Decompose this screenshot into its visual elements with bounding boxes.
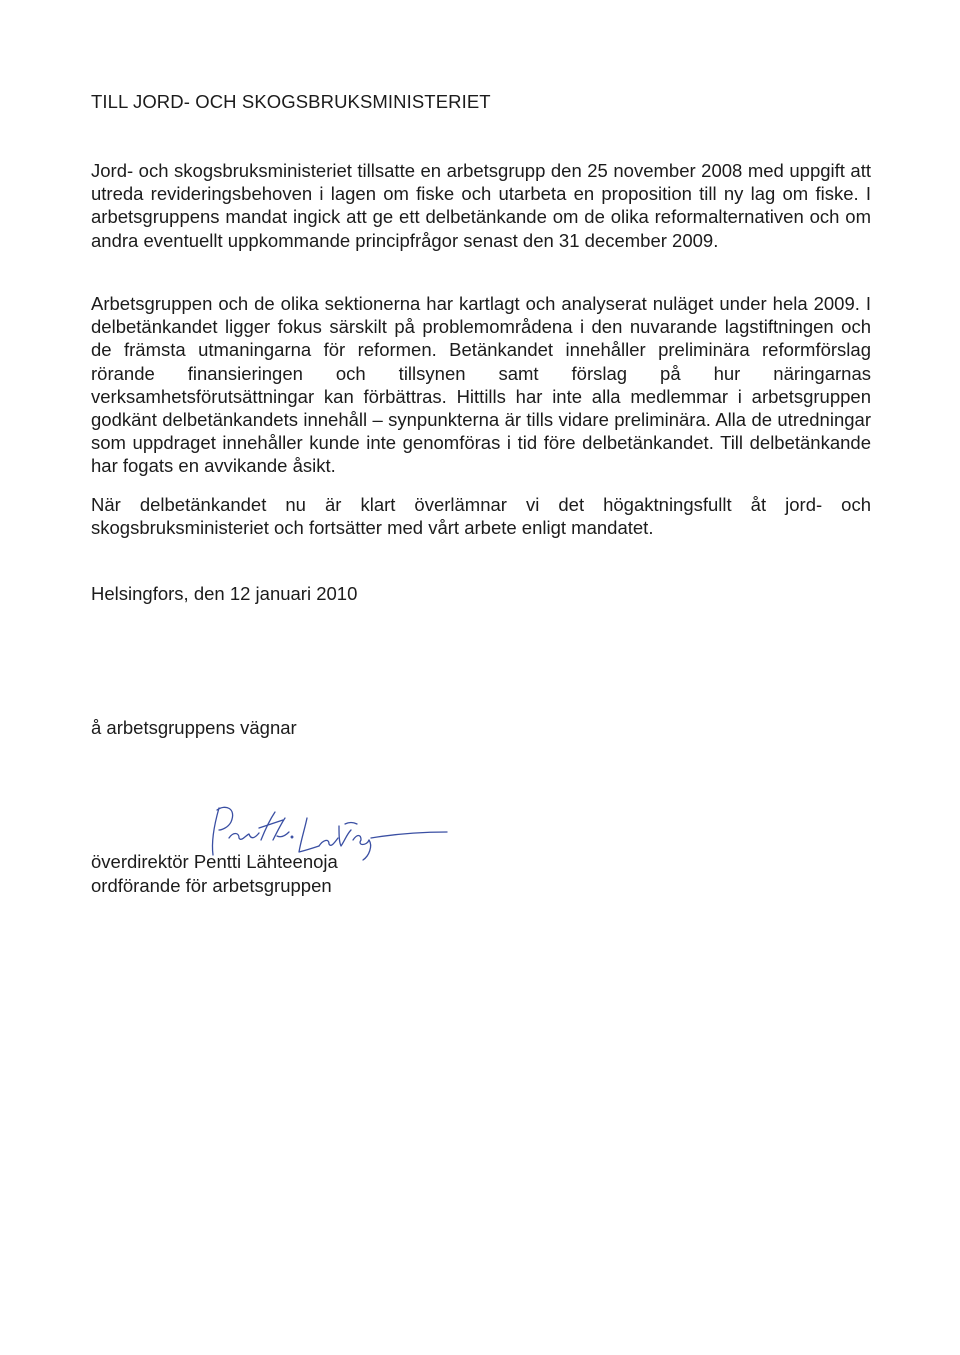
signatory-title: överdirektör Pentti Lähteenoja — [91, 851, 338, 872]
signatory-role: ordförande för arbetsgruppen — [91, 875, 332, 896]
document-heading: TILL JORD- OCH SKOGSBRUKSMINISTERIET — [91, 91, 491, 112]
paragraph-2: Arbetsgruppen och de olika sektionerna har kartlagt och analyserat nuläget under hela 2009. I delbetänkandet ligger fokus särskilt på problemområdena i den nuvarande lagstiftningen och de främsta utmaningarna för reformen. Betänkandet innehåller preliminära reformförslag rörande finansieringen och tillsynen samt förslag på hur näringarnas verksamhetsförutsättningar kan förbättras. Hittills har inte alla medlemmar i arbetsgruppen godkänt delbetänkandets innehåll – synpunkterna är tills vidare preliminära. Alla de utredningar som uppdraget innehåller kunde inte genomföras i tid före delbetänkandet. Till delbetänkande har fogats en avvikande åsikt. — [91, 293, 871, 477]
paragraph-3: När delbetänkandet nu är klart överlämnar vi det högaktningsfullt åt jord- och skogsbruksministeriet och fortsätter med vårt arbete enligt mandatet. — [91, 494, 871, 539]
on-behalf-line: å arbetsgruppens vägnar — [91, 717, 297, 738]
place-and-date: Helsingfors, den 12 januari 2010 — [91, 583, 358, 604]
paragraph-1: Jord- och skogsbruksministeriet tillsatte en arbetsgrupp den 25 november 2008 med uppgift att utreda revideringsbehoven i lagen om fiske och utarbeta en proposition till ny lag om fiske. I arbetsgruppens mandat ingick att ge ett delbetänkande om de olika reformalternativen och om andra eventuellt uppkommande principfrågor senast den 31 december 2009. — [91, 160, 871, 251]
